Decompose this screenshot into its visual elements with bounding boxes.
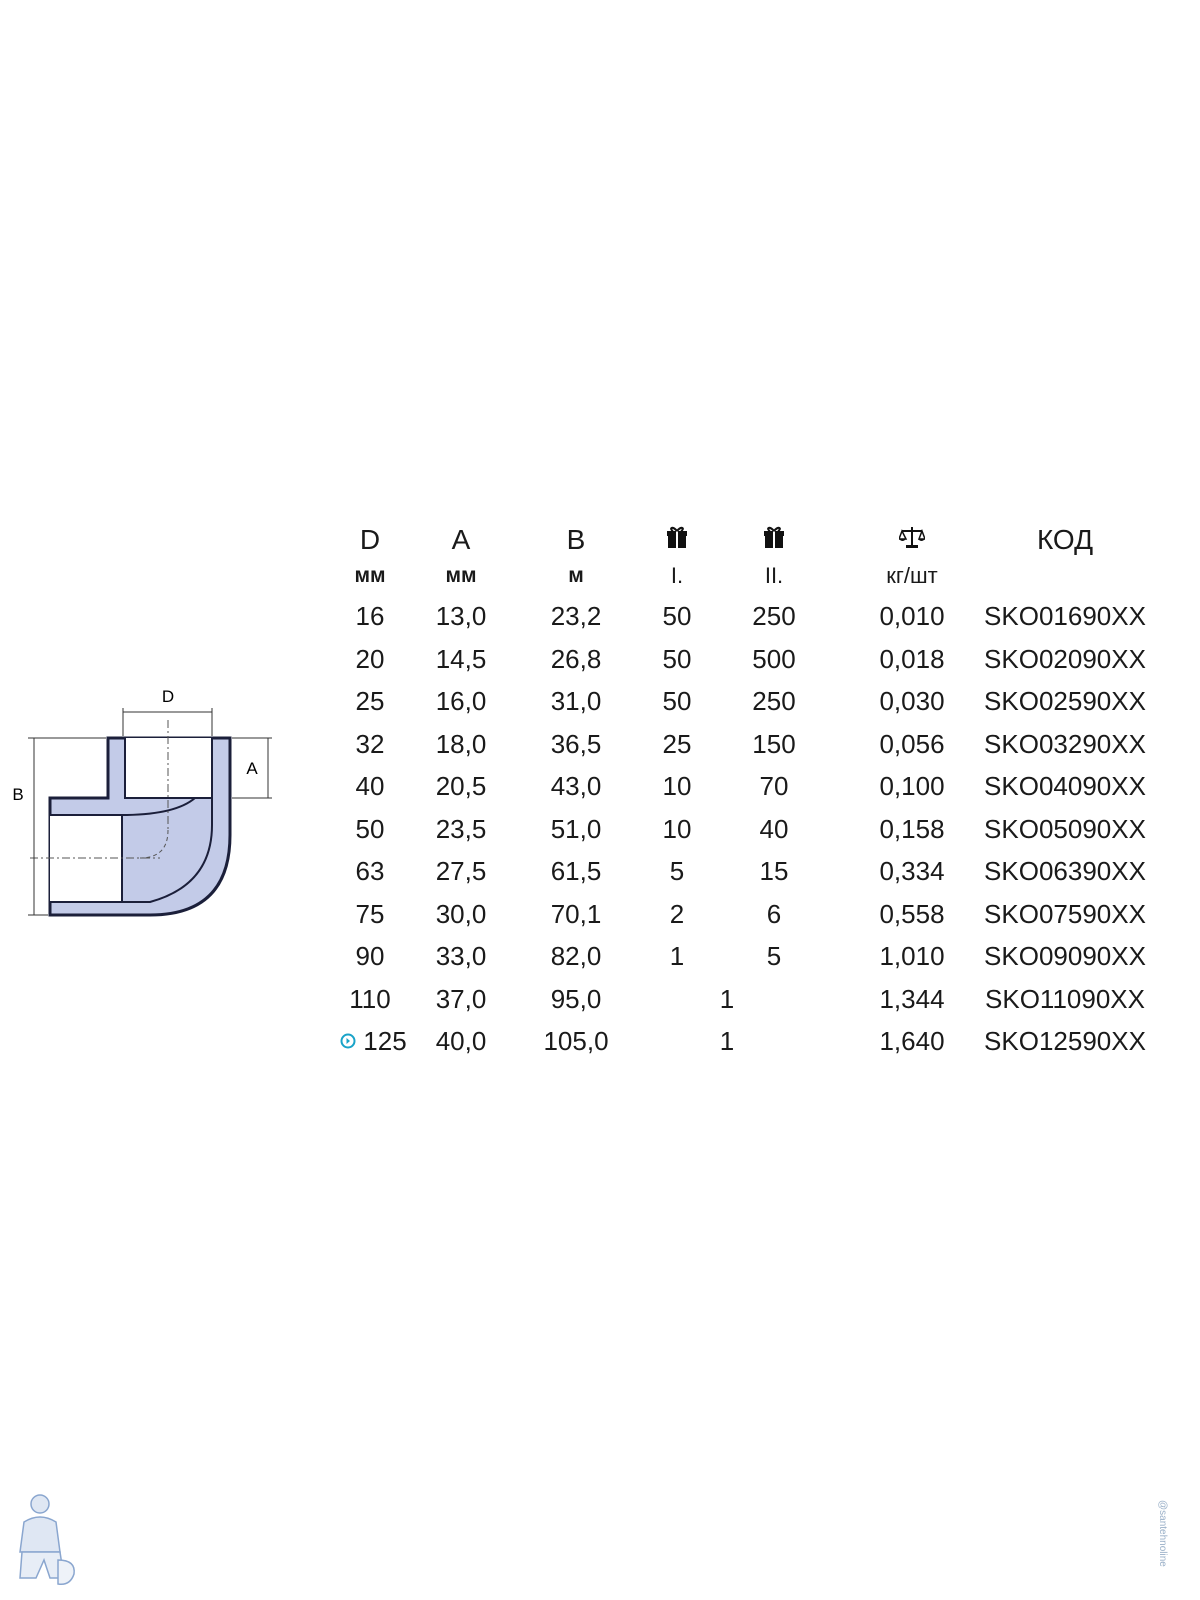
table-row bbox=[330, 979, 1190, 1019]
cell-kg: 1,010 bbox=[879, 941, 945, 971]
cell-kg: 1,640 bbox=[879, 1026, 945, 1056]
cell-p2: 250 bbox=[752, 686, 796, 716]
cell-d: 75 bbox=[355, 898, 385, 929]
table-row bbox=[330, 894, 1190, 934]
cell-p1: 50 bbox=[662, 686, 692, 716]
cell-code: SKO01690XX bbox=[984, 601, 1146, 631]
cell-code: SKO09090XX bbox=[984, 941, 1146, 971]
cell-kg: 0,018 bbox=[879, 643, 945, 674]
cell-kg: 0,030 bbox=[879, 686, 945, 716]
table-row bbox=[330, 681, 1190, 721]
cell-merged: 1 bbox=[719, 1026, 735, 1056]
cell-p2: 70 bbox=[759, 771, 789, 801]
unit-d: мм bbox=[354, 564, 386, 587]
table-row bbox=[330, 639, 1190, 679]
cell-d: 25 bbox=[355, 686, 385, 716]
cell-d: 110 bbox=[349, 983, 391, 1014]
dim-label-b: B bbox=[12, 785, 24, 804]
plumber-mascot-logo bbox=[10, 1490, 82, 1590]
cell-p1: 50 bbox=[662, 601, 692, 631]
cell-b: 61,5 bbox=[550, 856, 602, 886]
elbow-fitting-drawing bbox=[0, 680, 300, 960]
cell-b: 51,0 bbox=[550, 813, 602, 844]
unit-weight: кг/шт bbox=[886, 563, 938, 588]
cell-a: 37,0 bbox=[435, 983, 487, 1014]
cell-p1: 10 bbox=[662, 771, 692, 801]
cell-kg: 0,334 bbox=[879, 856, 945, 886]
watermark: @santehnoline bbox=[1157, 1500, 1168, 1567]
cell-d: 50 bbox=[355, 813, 385, 844]
cell-code: SKO06390XX bbox=[984, 856, 1146, 886]
cell-kg: 0,010 bbox=[879, 601, 945, 631]
table-unit-row bbox=[330, 556, 1190, 596]
unit-b: м bbox=[568, 564, 584, 587]
cell-d: 90 bbox=[355, 941, 385, 971]
scales-icon bbox=[899, 520, 925, 560]
cell-code: SKO02090XX bbox=[984, 643, 1146, 674]
cell-kg: 0,558 bbox=[879, 898, 945, 929]
table-row bbox=[330, 851, 1190, 891]
cell-a: 33,0 bbox=[435, 941, 487, 971]
header-code: КОД bbox=[1036, 524, 1094, 555]
cell-p1: 1 bbox=[669, 941, 685, 971]
cell-code: SKO04090XX bbox=[984, 771, 1146, 801]
cell-a: 30,0 bbox=[435, 898, 487, 929]
cell-b: 36,5 bbox=[550, 728, 602, 759]
cell-a: 13,0 bbox=[435, 601, 487, 631]
cell-a: 18,0 bbox=[435, 728, 487, 759]
cell-merged: 1 bbox=[719, 983, 735, 1014]
cell-kg: 0,158 bbox=[879, 813, 945, 844]
cell-p2: 5 bbox=[766, 941, 782, 971]
cell-d: 125 bbox=[363, 1026, 407, 1056]
gift-box-icon bbox=[666, 520, 688, 560]
cell-a: 40,0 bbox=[435, 1026, 487, 1056]
header-b: B bbox=[566, 524, 586, 555]
dim-label-a: A bbox=[246, 759, 258, 778]
cell-a: 14,5 bbox=[435, 643, 487, 674]
cell-code: SKO12590XX bbox=[984, 1026, 1146, 1056]
header-a: A bbox=[451, 524, 471, 555]
table-row bbox=[330, 596, 1190, 636]
cell-a: 23,5 bbox=[435, 813, 487, 844]
cell-code: SKO05090XX bbox=[984, 813, 1146, 844]
cell-d: 20 bbox=[355, 643, 385, 674]
cell-code: SKO11090XX bbox=[985, 983, 1145, 1014]
cell-d: 63 bbox=[355, 856, 385, 886]
cell-code: SKO07590XX bbox=[984, 898, 1146, 929]
cell-p2: 150 bbox=[752, 728, 796, 759]
cell-p2: 15 bbox=[759, 856, 789, 886]
circle-arrow-icon bbox=[340, 1033, 356, 1049]
cell-kg: 0,056 bbox=[879, 728, 945, 759]
cell-p1: 25 bbox=[662, 728, 692, 759]
cell-kg: 1,344 bbox=[879, 983, 945, 1014]
unit-pack-2: II. bbox=[764, 563, 784, 588]
cell-b: 82,0 bbox=[550, 941, 602, 971]
cell-b: 31,0 bbox=[550, 686, 602, 716]
dim-label-d: D bbox=[161, 687, 175, 706]
unit-pack-1: I. bbox=[670, 563, 684, 588]
table-row bbox=[330, 766, 1190, 806]
cell-code: SKO02590XX bbox=[984, 686, 1146, 716]
table-row bbox=[330, 724, 1190, 764]
cell-kg: 0,100 bbox=[879, 771, 945, 801]
cell-d: 16 bbox=[355, 601, 385, 631]
cell-b: 26,8 bbox=[550, 643, 602, 674]
cell-p1: 10 bbox=[662, 813, 692, 844]
cell-b: 105,0 bbox=[543, 1026, 609, 1056]
cell-d: 40 bbox=[355, 771, 385, 801]
table-header-row bbox=[330, 520, 1190, 560]
cell-a: 20,5 bbox=[435, 771, 487, 801]
unit-a: мм bbox=[445, 564, 477, 587]
elbow-svg bbox=[0, 680, 300, 960]
cell-p1: 50 bbox=[662, 643, 692, 674]
cell-p2: 250 bbox=[752, 601, 796, 631]
cell-code: SKO03290XX bbox=[984, 728, 1146, 759]
cell-p1: 5 bbox=[669, 856, 685, 886]
cell-b: 23,2 bbox=[550, 601, 602, 631]
cell-d: 32 bbox=[355, 728, 385, 759]
table-row bbox=[330, 1021, 1190, 1061]
table-row bbox=[330, 936, 1190, 976]
gift-box-icon bbox=[763, 520, 785, 560]
cell-a: 27,5 bbox=[435, 856, 487, 886]
cell-p2: 6 bbox=[766, 898, 782, 929]
cell-b: 43,0 bbox=[550, 771, 602, 801]
header-d: D bbox=[359, 524, 381, 555]
cell-b: 70,1 bbox=[550, 898, 602, 929]
cell-p2: 500 bbox=[752, 643, 796, 674]
cell-a: 16,0 bbox=[435, 686, 487, 716]
cell-p2: 40 bbox=[759, 813, 789, 844]
cell-b: 95,0 bbox=[550, 983, 602, 1014]
cell-p1: 2 bbox=[669, 898, 685, 929]
table-row bbox=[330, 809, 1190, 849]
